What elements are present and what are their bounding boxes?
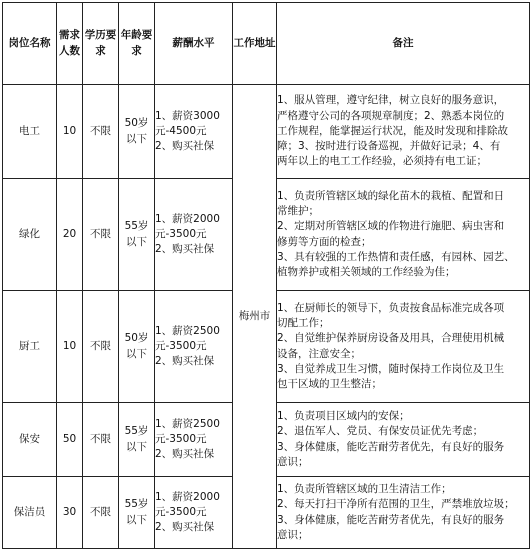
header-position: 岗位名称 (3, 3, 57, 85)
age-cell: 50岁 以下 (119, 85, 155, 179)
headcount-cell: 10 (57, 85, 83, 179)
headcount-cell: 50 (57, 403, 83, 477)
position-cell: 电工 (3, 85, 57, 179)
header-education: 学历要求 (83, 3, 119, 85)
remarks-cell: 1、服从管理，遵守纪律，树立良好的服务意识， 严格遵守公司的各项规章制度；2、熟悉本岗位的 工作规程，能掌握运行状况，能及时发现和排除故 障；3、按时进行设备巡视，并做好记录；4、有 两年以上的电工工作经验，必须持有电工证； (277, 85, 530, 179)
headcount-cell: 10 (57, 291, 83, 403)
salary-cell: 1、薪资3000 元-4500元 2、购买社保 (155, 85, 233, 179)
remarks-cell: 1、负责所管辖区域的绿化苗木的栽植、配置和日 常维护； 2、定期对所管辖区域的作物进行施肥、病虫害和 修剪等方面的检查； 3、具有较强的工作热情和责任感，有园林、园艺、 植物养护或相关领域的工作经验为佳； (277, 179, 530, 291)
education-cell: 不限 (83, 291, 119, 403)
header-salary: 薪酬水平 (155, 3, 233, 85)
position-cell: 保安 (3, 403, 57, 477)
education-cell: 不限 (83, 403, 119, 477)
header-headcount: 需求人数 (57, 3, 83, 85)
headcount-cell: 30 (57, 477, 83, 549)
age-cell: 50岁 以下 (119, 291, 155, 403)
table-row (3, 85, 530, 179)
remarks-cell: 1、负责项目区域内的安保； 2、退伍军人、党员、有保安员证优先考虑； 3、身体健康，能吃苦耐劳者优先，有良好的服务 意识； (277, 403, 530, 477)
remarks-cell: 1、负责所管辖区域的卫生清洁工作； 2、每天打扫干净所有范围的卫生，严禁堆放垃圾； 3、身体健康，能吃苦耐劳者优先，有良好的服务 意识； (277, 477, 530, 549)
salary-cell: 1、薪资2500 元-3500元 2、购买社保 (155, 291, 233, 403)
position-cell: 绿化 (3, 179, 57, 291)
salary-cell: 1、薪资2500 元-3500元 2、购买社保 (155, 403, 233, 477)
position-cell: 保洁员 (3, 477, 57, 549)
location-cell: 梅州市 (233, 85, 277, 549)
position-cell: 厨工 (3, 291, 57, 403)
education-cell: 不限 (83, 477, 119, 549)
header-remarks: 备注 (277, 3, 530, 85)
recruitment-table (2, 2, 530, 549)
salary-cell: 1、薪资2000 元-3500元 2、购买社保 (155, 179, 233, 291)
age-cell: 55岁 以下 (119, 477, 155, 549)
remarks-cell: 1、在厨师长的领导下，负责按食品标准完成各项 切配工作； 2、自觉维护保养厨房设备及用具，合理使用机械 设备，注意安全； 3、自觉养成卫生习惯，随时保持工作岗位及卫生 包干区域的卫生整洁； (277, 291, 530, 403)
age-cell: 55岁 以下 (119, 403, 155, 477)
age-cell: 55岁 以下 (119, 179, 155, 291)
education-cell: 不限 (83, 179, 119, 291)
header-age: 年龄要求 (119, 3, 155, 85)
salary-cell: 1、薪资2000 元-3500元 2、购买社保 (155, 477, 233, 549)
headcount-cell: 20 (57, 179, 83, 291)
header-location: 工作地址 (233, 3, 277, 85)
education-cell: 不限 (83, 85, 119, 179)
header-row (3, 3, 530, 85)
